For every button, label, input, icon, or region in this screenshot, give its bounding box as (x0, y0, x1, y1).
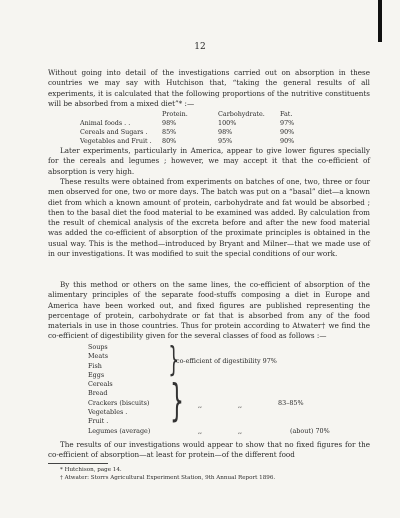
group-2-coefficient: 83–85% (278, 399, 304, 407)
brace-group-2: } (170, 375, 184, 426)
table-cell: 95% (218, 137, 233, 145)
digestibility-list (88, 343, 172, 436)
list-item (88, 380, 172, 389)
group-2-ditto-2: ,, (238, 401, 243, 409)
food-class-label: Crackers (biscuits) (88, 398, 150, 407)
food-class-label: Fish (88, 361, 102, 370)
list-item (88, 352, 172, 361)
paragraph-coefficients: By this method or others on the same lines, the co-efficient of absorption of the alimentary principles of the separate food-stuffs composing a diet in Europe and America have been worked out, and fixed figures are published representing the percentage of protein, carbohydrate or fat that is absorbed from any of the food materials in use in those countries. Thus for protein according to Atwater† we find the co-efficient of digestibility given for the several classes of food as follows :— (48, 280, 370, 341)
paragraph-method: These results were obtained from experiments on batches of one, two, three or four men observed for one, two or more days. The batch was put on a “basal” diet—a known diet from which a known amount of protein, carbohydrate and fat would be absorbed ; then to the basal diet the food material to be examined was added. By calculation from the result of chemical analysis of the excreta before and after the new food material was added the co-efficient of absorption of the proximate principles is obtained in the usual way. This is the method—introduced by Bryant and Milner—that we made use of in our investigations. It was modified to suit the special conditions of our work. (48, 177, 370, 259)
list-item (88, 371, 172, 380)
food-class-label: Legumes (average) (88, 426, 151, 435)
table-cell: 100% (218, 119, 237, 127)
list-item (88, 408, 172, 417)
food-class-label: Bread (88, 389, 108, 398)
table-row (80, 137, 320, 146)
table-row (80, 128, 320, 137)
paragraph-later-experiments: Later experiments, particularly in America, appear to give lower figures specially for the cereals and legumes ; however, we may accept it that the co-efficient of absorption is very high. (48, 146, 370, 176)
table-header-cell: Protein. (162, 110, 188, 118)
list-item (88, 427, 172, 436)
footnote-rule (48, 463, 108, 464)
list-item (88, 389, 172, 398)
table-cell: 98% (218, 128, 233, 136)
page-edge-mark (378, 0, 382, 42)
brace-group-1: } (168, 340, 180, 380)
food-class-label: Soups (88, 343, 108, 351)
list-item (88, 362, 172, 371)
list-item (88, 417, 172, 426)
paragraph-results: The results of our investigations would appear to show that no fixed figures for the co-efficient of absorption—at least for protein—of the different food (48, 440, 370, 460)
table-cell: 80% (162, 137, 177, 145)
group-1-coefficient: co-efficient of digestibility 97% (176, 357, 277, 365)
group-3-coefficient: (about) 70% (290, 427, 330, 435)
list-item (88, 343, 172, 352)
table-cell: 90% (280, 128, 295, 136)
paragraph-intro: Without going into detail of the investigations carried out on absorption in these countries we may say with Hutchison that, “taking the general results of all experiments, it is calculated that the following proportions of the nutritive constituents will be absorbed from a mixed diet”* :— (48, 68, 370, 108)
absorption-table (80, 110, 320, 146)
table-cell: 85% (162, 128, 177, 136)
footnote-2: † Atwater: Storrs Agricultural Experiment Station, 9th Annual Report 1896. (60, 475, 276, 481)
food-class-label: Cereals (88, 380, 113, 389)
food-class-label: Eggs (88, 370, 105, 379)
group-3-ditto-2: ,, (238, 427, 243, 435)
table-cell: Animal foods . . (80, 119, 131, 127)
table-header-cell: Carbohydrate. (218, 110, 265, 118)
table-header-row (80, 110, 320, 119)
table-header-cell (80, 110, 162, 119)
footnote-1: * Hutchison, page 14. (60, 467, 122, 473)
list-item (88, 399, 172, 408)
food-class-label: Fruit . (88, 417, 109, 426)
table-row (80, 119, 320, 128)
group-3-ditto-1: ,, (198, 427, 203, 435)
table-cell: Cereals and Sugars . (80, 128, 148, 136)
table-cell: 98% (162, 119, 177, 127)
table-cell: 90% (280, 137, 295, 145)
table-header-cell: Fat. (280, 110, 293, 118)
table-cell: 97% (280, 119, 295, 127)
food-class-label: Meats (88, 352, 108, 361)
group-2-ditto-1: ,, (198, 401, 203, 409)
table-cell: Vegetables and Fruit . (80, 137, 152, 145)
food-class-label: Vegetables . (88, 408, 128, 417)
page-number: 12 (194, 42, 206, 52)
